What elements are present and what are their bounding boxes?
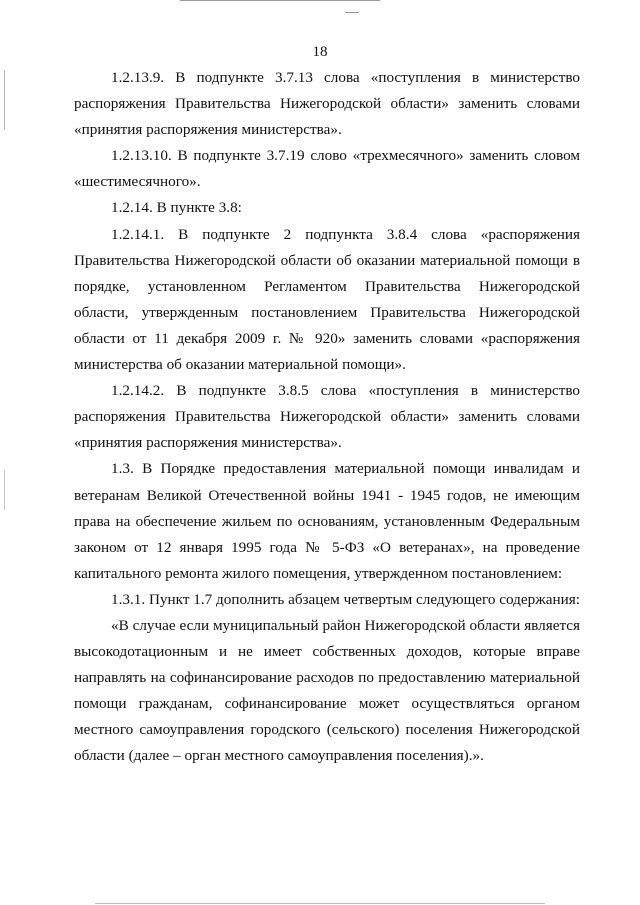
paragraph-1-2-14: 1.2.14. В пункте 3.8: [111, 199, 242, 217]
paragraph-1-2-13-9: 1.2.13.9. В подпункте 3.7.13 слова «поступления в министерство распоряжения Правительства Нижегородской области» заменить словами «принятия распоряжения министерства». [74, 69, 580, 139]
paragraph-1-3: 1.3. В Порядке предоставления материальной помощи инвалидам и ветеранам Великой Отечественной войны 1941 - 1945 годов, не имеющим права на обеспечение жильем по основаниям, установленным Федеральным законом от 12 января 1995 года № 5-ФЗ «О ветеранах», на проведение капитального ремонта жилого помещения, утвержденном постановлением: [74, 460, 580, 582]
scan-artifact-left-edge [4, 70, 5, 130]
scan-artifact-left-edge-lower [4, 470, 5, 510]
page-number: 18 [312, 44, 328, 60]
paragraph-quoted-addition: «В случае если муниципальный район Нижегородской области является высокодотационным и не имеет собственных доходов, которые вправе направлять на софинансирование расходов по предоставлению материальной помощи гражданам, софинансирование может осуществляться органом местного самоуправления городского (сельского) поселения Нижегородской области (далее – орган местного самоуправления поселения).». [74, 616, 580, 765]
paragraph-1-2-14-2: 1.2.14.2. В подпункте 3.8.5 слова «поступления в министерство распоряжения Правительства Нижегородской области» заменить словами «принятия распоряжения министерства». [74, 382, 580, 452]
paragraph-1-3-1: 1.3.1. Пункт 1.7 дополнить абзацем четвертым следующего содержания: [111, 590, 580, 608]
scan-artifact-bottom-line [95, 903, 545, 904]
document-body [74, 65, 580, 770]
paragraph-1-2-14-1: 1.2.14.1. В подпункте 2 подпункта 3.8.4 слова «распоряжения Правительства Нижегородской области об оказании материальной помощи в порядке, установленном Регламентом Правительства Нижегородской области, утвержденным постановлением Правительства Нижегородской области от 11 декабря 2009 г. № 920» заменить словами «распоряжения министерства об оказании материальной помощи». [74, 225, 580, 374]
paragraph-1-2-13-10: 1.2.13.10. В подпункте 3.7.19 слово «трехмесячного» заменить словом «шестимесячного». [74, 147, 580, 191]
scan-artifact-top-mark [345, 4, 359, 13]
scan-artifact-top-line [180, 0, 380, 1]
